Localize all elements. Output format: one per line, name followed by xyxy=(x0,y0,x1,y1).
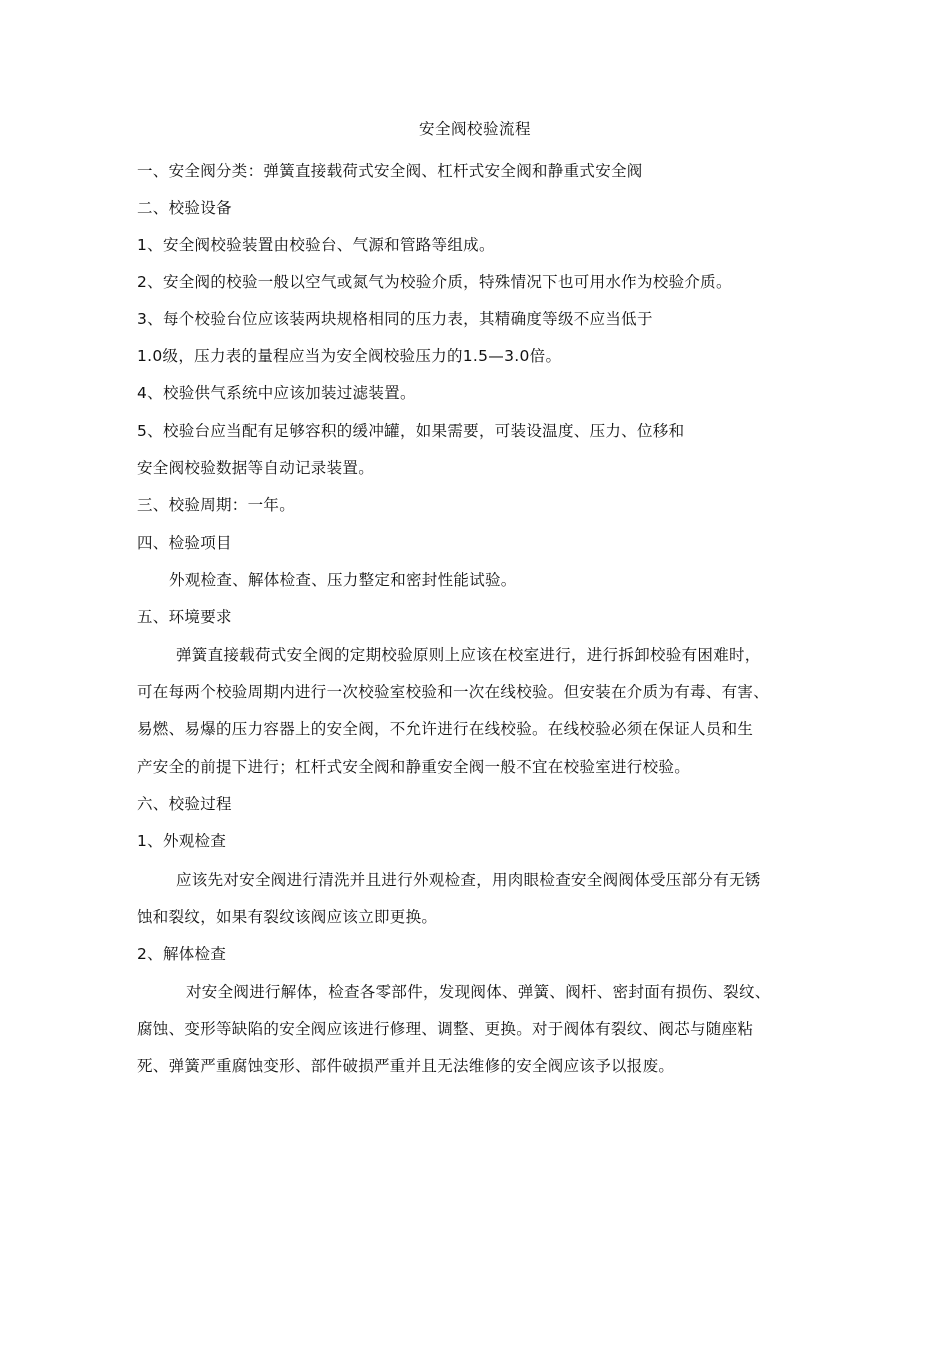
visual-check-line-2: 蚀和裂纹，如果有裂纹该阀应该立即更换。 xyxy=(137,908,438,926)
environment-paragraph-line-2: 可在每两个校验周期内进行一次校验室校验和一次在线校验。但安装在介质为有毒、有害、 xyxy=(137,683,770,701)
disassembly-line-2: 腐蚀、变形等缺陷的安全阀应该进行修理、调整、更换。对于阀体有裂纹、阀芯与随座粘 xyxy=(137,1020,754,1038)
equipment-item-5: 5、校验台应当配有足够容积的缓冲罐，如果需要，可装设温度、压力、位移和 xyxy=(137,422,685,440)
disassembly-line-3: 死、弹簧严重腐蚀变形、部件破损严重并且无法维修的安全阀应该予以报废。 xyxy=(137,1057,675,1075)
equipment-item-3: 3、每个校验台位应该装两块规格相同的压力表，其精确度等级不应当低于 xyxy=(137,310,653,328)
inspection-items: 外观检查、解体检查、压力整定和密封性能试验。 xyxy=(169,571,517,589)
environment-paragraph-line-4: 产安全的前提下进行；杠杆式安全阀和静重安全阀一般不宜在校验室进行校验。 xyxy=(137,758,691,776)
environment-paragraph-line-1: 弹簧直接载荷式安全阀的定期校验原则上应该在校室进行，进行拆卸校验有困难时， xyxy=(176,646,761,664)
section-4-heading: 四、检验项目 xyxy=(137,534,232,552)
environment-paragraph-line-3: 易燃、易爆的压力容器上的安全阀，不允许进行在线校验。在线校验必须在保证人员和生 xyxy=(137,720,754,738)
section-1-classification: 一、安全阀分类：弹簧直接载荷式安全阀、杠杆式安全阀和静重式安全阀 xyxy=(137,162,643,180)
equipment-item-1: 1、安全阀校验装置由校验台、气源和管路等组成。 xyxy=(137,236,495,254)
process-item-1-heading: 1、外观检查 xyxy=(137,832,227,850)
visual-check-line-1: 应该先对安全阀进行清洗并且进行外观检查，用肉眼检查安全阀阀体受压部分有无锈 xyxy=(176,871,761,889)
equipment-item-3-cont: 1.0级，压力表的量程应当为安全阀校验压力的1.5—3.0倍。 xyxy=(137,347,562,365)
equipment-item-4: 4、校验供气系统中应该加装过滤装置。 xyxy=(137,384,416,402)
section-3-period: 三、校验周期：一年。 xyxy=(137,496,296,514)
process-item-2-heading: 2、解体检查 xyxy=(137,945,227,963)
section-5-heading: 五、环境要求 xyxy=(137,608,232,626)
section-6-heading: 六、校验过程 xyxy=(137,795,232,813)
section-2-heading: 二、校验设备 xyxy=(137,199,232,217)
disassembly-line-1: 对安全阀进行解体，检查各零部件，发现阀体、弹簧、阀杆、密封面有损伤、裂纹、 xyxy=(186,983,771,1001)
equipment-item-5-cont: 安全阀校验数据等自动记录装置。 xyxy=(137,459,375,477)
document-title: 安全阀校验流程 xyxy=(418,120,531,138)
equipment-item-2: 2、安全阀的校验一般以空气或氮气为校验介质，特殊情况下也可用水作为校验介质。 xyxy=(137,273,732,291)
